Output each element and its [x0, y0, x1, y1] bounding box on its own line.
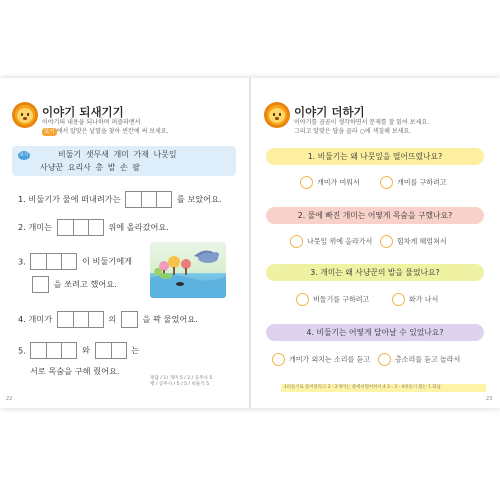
answer-hint-line-2: 행 / 공무사 / 5 / 5 / 비둘기 5: [150, 382, 210, 387]
instructions-line-1: 이야기를 곰곰이 생각하면서 문제를 잘 읽어 보세요.: [294, 119, 430, 126]
instructions-line-2: 그리고 알맞은 답을 골라 ○에 색칠해 보세요.: [294, 127, 412, 135]
word-bank-label: 보기: [19, 153, 29, 158]
page-title: 이야기 더하기: [294, 105, 365, 119]
word-bank-row-2: 사냥꾼 요리사 총 발 손 팔: [40, 163, 140, 172]
q5-number: 5.: [18, 345, 26, 356]
option-label: 개미를 구하려고: [397, 178, 447, 187]
answer-boxes[interactable]: [57, 311, 104, 328]
option-label: 나뭇잎 위에 올라가서: [307, 237, 373, 246]
story-illustration: [150, 242, 226, 298]
q3-text: 이 비둘기에게: [82, 256, 133, 266]
q1-text: 1. 비둘기가 물에 떠내려가는: [18, 194, 121, 204]
radio-circle-icon[interactable]: [300, 176, 313, 189]
radio-circle-icon[interactable]: [296, 293, 309, 306]
radio-circle-icon[interactable]: [378, 353, 391, 366]
q3-number: 3.: [18, 256, 26, 267]
instructions-line-1: 이야기의 내용을 되나하며 퍼즐라엔서: [42, 119, 141, 126]
lion-icon: [264, 102, 290, 128]
option-label: 비둘기를 구하려고: [313, 295, 370, 304]
instructions-line-2: 에서 알맞은 낱말을 찾아 빈칸에 써 보세요.: [56, 127, 169, 135]
answer-boxes[interactable]: [32, 276, 49, 293]
question-bar-4: 4. 비둘기는 어떻게 달아날 수 있었나요?: [266, 324, 484, 341]
page-number-left: 22: [6, 396, 13, 402]
option-label: 힘차게 헤엄쳐서: [397, 237, 447, 246]
question-5-line-2: 서로 목숨을 구해 줬어요.: [30, 366, 120, 376]
option-label: 총소리를 듣고 놀라서: [395, 355, 461, 364]
question-bar-1: 1. 비둘기는 왜 나뭇잎을 떨어뜨렸나요?: [266, 148, 484, 165]
answer-boxes[interactable]: [57, 219, 104, 236]
instructions: [42, 119, 169, 136]
q4-text-end: 을 꽉 물었어요.: [142, 314, 198, 324]
option-2b[interactable]: [380, 235, 447, 248]
q5-text: 와: [82, 345, 90, 355]
word-bank-row-1: 비둘기 샛무새 개미 가재 나뭇잎: [58, 150, 177, 159]
answer-boxes[interactable]: [30, 342, 77, 359]
q1-text-end: 를 보았어요.: [176, 194, 222, 204]
q3-text-end: 을 쏘려고 했어요.: [53, 279, 117, 289]
q4-text-mid: 의: [108, 314, 117, 324]
question-bar-2: 2. 물에 빠진 개미는 어떻게 목숨을 구했나요?: [266, 207, 484, 224]
page-title: 이야기 되새기기: [42, 105, 124, 119]
question-1: [18, 191, 222, 208]
question-3: [18, 253, 132, 270]
answer-boxes[interactable]: [95, 342, 127, 359]
option-1a[interactable]: [300, 176, 360, 189]
answer-strip: 1비둘기로 물어달라고 2 - 2개미는 물에서떨어져서 4 2 - 3 - 4비둘기 왔는 1 화남: [281, 384, 486, 392]
question-2: [18, 219, 169, 236]
radio-circle-icon[interactable]: [290, 235, 303, 248]
q5-text-mid: 는: [131, 345, 140, 355]
answer-boxes[interactable]: [30, 253, 77, 270]
lion-icon: [12, 102, 38, 128]
example-tag: 보기: [44, 128, 55, 135]
option-1b[interactable]: [380, 176, 447, 189]
q2-text: 2. 개미는: [18, 222, 53, 232]
option-label: 개미가 미워서: [317, 178, 360, 187]
instructions: [294, 119, 429, 136]
option-3a[interactable]: [296, 293, 369, 306]
answer-hint-line-1: 정답 / 1) 개미 5 / 2 / 공무사 5: [150, 376, 213, 381]
option-label: 화가 나서: [409, 295, 439, 304]
answer-hint: [150, 376, 212, 388]
q4-text: 4. 개미가: [18, 314, 53, 324]
question-bar-3: 3. 개미는 왜 사냥꾼의 발을 물었나요?: [266, 264, 484, 281]
page-number-right: 23: [486, 396, 493, 402]
option-4b[interactable]: [378, 353, 460, 366]
question-5: [18, 342, 139, 359]
option-4a[interactable]: [272, 353, 370, 366]
question-3-line-2: [30, 276, 117, 293]
radio-circle-icon[interactable]: [272, 353, 285, 366]
answer-boxes[interactable]: [121, 311, 138, 328]
option-2a[interactable]: [290, 235, 372, 248]
book-spine: [249, 78, 251, 408]
q2-text-end: 위에 올라갔어요.: [108, 222, 169, 232]
answer-boxes[interactable]: [125, 191, 172, 208]
radio-circle-icon[interactable]: [380, 235, 393, 248]
question-4: [18, 311, 198, 328]
radio-circle-icon[interactable]: [380, 176, 393, 189]
radio-circle-icon[interactable]: [392, 293, 405, 306]
word-bank: [12, 146, 236, 176]
option-3b[interactable]: [392, 293, 438, 306]
option-label: 개미가 외치는 소리를 듣고: [289, 355, 371, 364]
